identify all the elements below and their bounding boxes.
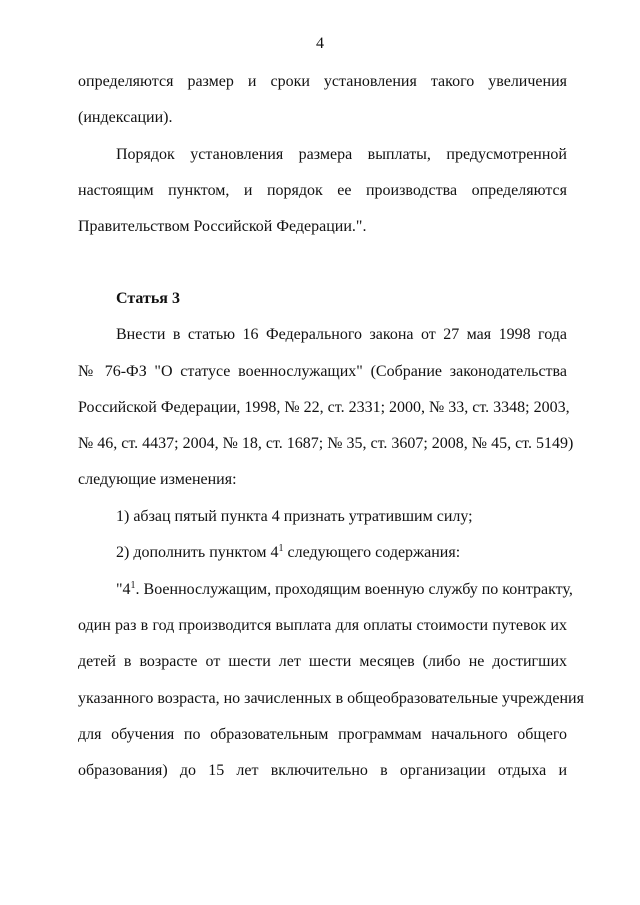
article-heading: Статья 3 [116,290,180,307]
list-item-2 [116,543,567,563]
list-item-text: следующего содержания: [283,544,461,561]
paragraph-line: Правительством Российской Федерации.". [78,218,367,235]
list-item-text: 2) дополнить пунктом 4 [116,544,279,561]
paragraph-line: для обучения по образовательным программам начального общего [78,726,567,743]
paragraph-line: Внести в статью 16 Федерального закона от 27 мая 1998 года [116,326,567,343]
superscript: 1 [278,543,284,554]
quote-text: "4 [116,581,131,598]
paragraph-line: следующие изменения: [78,471,237,488]
paragraph-line: Российской Федерации, 1998, № 22, ст. 2331; 2000, № 33, ст. 3348; 2003, [78,399,570,416]
paragraph-line: (индексации). [78,109,173,126]
paragraph-line: указанного возраста, но зачисленных в общеобразовательные учреждения [78,690,584,707]
quote-text: . Военнослужащим, проходящим военную службу по контракту, [135,581,573,598]
paragraph-line: определяются размер и сроки установления такого увеличения [78,73,567,90]
paragraph-line: детей в возрасте от шести лет шести месяцев (либо не достигших [78,653,567,670]
paragraph-line: № 46, ст. 4437; 2004, № 18, ст. 1687; № 35, ст. 3607; 2008, № 45, ст. 5149) [78,435,574,452]
paragraph-line: образования) до 15 лет включительно в организации отдыха и [78,762,567,779]
paragraph-line: № 76-ФЗ "О статусе военнослужащих" (Собрание законодательства [78,363,567,380]
list-item-1: 1) абзац пятый пункта 4 признать утратившим силу; [116,508,473,525]
page-number: 4 [316,35,324,52]
paragraph-line: один раз в год производится выплата для оплаты стоимости путевок их [78,617,567,634]
quote-first-line [116,580,573,600]
paragraph-line: Порядок установления размера выплаты, предусмотренной [116,146,567,163]
superscript: 1 [130,580,136,591]
paragraph-line: настоящим пунктом, и порядок ее производства определяются [78,182,567,199]
